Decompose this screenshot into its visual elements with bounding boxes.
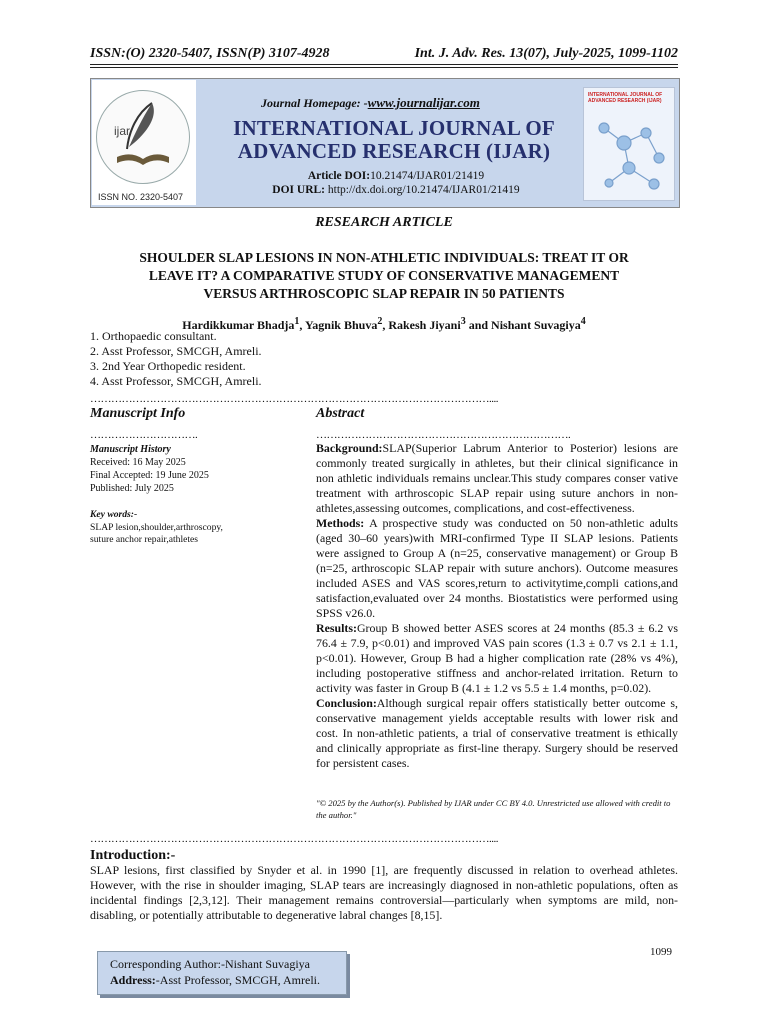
manuscript-info-heading: Manuscript Info: [90, 406, 186, 421]
doi-url-label: DOI URL:: [272, 184, 326, 196]
abstract-methods: [316, 516, 678, 621]
introduction-heading: Introduction:-: [90, 848, 176, 863]
journal-logo: [92, 80, 196, 205]
logo-emblem: [96, 90, 190, 184]
author-sup: 2: [377, 316, 383, 327]
article-type: RESEARCH ARTICLE: [315, 215, 453, 230]
logo-issn: ISSN NO. 2320-5407: [98, 192, 184, 202]
affiliation-item: 4. Asst Professor, SMCGH, Amreli.: [90, 374, 262, 388]
abstract-results: [316, 621, 678, 696]
abstract-heading: Abstract: [316, 406, 365, 421]
paper-title-line3: VERSUS ARTHROSCOPIC SLAP REPAIR IN 50 PATIENTS: [203, 286, 565, 301]
background-text: SLAP(Superior Labrum Anterior to Posterior) lesions are commonly treated surgically in athletes, but their clinical significance in non athletic individuals remains unclear.This study compares conser vative treatment with arthroscopic SLAP repair using suture anchors in non-athletes,assessing outcomes, complications, and cost-effectiveness.: [316, 441, 678, 515]
doi-block: [241, 169, 551, 197]
conclusion-label: Conclusion:: [316, 696, 377, 710]
section-divider-bottom: ……………………………………………………………………………………………………....: [90, 834, 498, 844]
accepted-date: Final Accepted: 19 June 2025: [90, 470, 209, 481]
journal-banner: [90, 78, 680, 208]
author-name: Nishant Suvagiya: [491, 318, 581, 332]
keywords-heading: Key words:-: [90, 509, 138, 520]
homepage-label: Journal Homepage: -: [261, 96, 368, 110]
journal-title: [219, 117, 569, 163]
logo-text: ijar: [114, 124, 131, 138]
corresponding-author: Corresponding Author:-Nishant Suvagiya: [110, 957, 310, 971]
results-label: Results:: [316, 621, 357, 635]
conclusion-text: Although surgical repair offers statistically better outcome s, conservative management yields acceptable results with lower risk and cost. In non-athletic patients, a trial of conservative treatment is ethically and clinically appropriate as first-line therapy. Surgery should be reserved for persistent cases.: [316, 696, 678, 770]
keywords: [90, 509, 300, 547]
paper-title-line1: SHOULDER SLAP LESIONS IN NON-ATHLETIC INDIVIDUALS: TREAT IT OR: [139, 250, 629, 265]
affiliations: [90, 329, 262, 389]
introduction-body: [90, 863, 678, 923]
journal-title-line2: ADVANCED RESEARCH (IJAR): [237, 139, 551, 163]
paper-title: [100, 249, 668, 303]
keywords-line: SLAP lesion,shoulder,arthroscopy,: [90, 521, 223, 533]
keywords-line: suture anchor repair,athletes: [90, 534, 199, 545]
address-label: Address:: [110, 973, 156, 987]
journal-cover-image: [583, 87, 675, 201]
doi-value: 10.21474/IJAR01/21419: [370, 170, 485, 182]
author-sup: 4: [580, 316, 586, 327]
published-date: Published: July 2025: [90, 483, 174, 494]
copyright-notice: "© 2025 by the Author(s). Published by IJAR under CC BY 4.0. Unrestricted use allowed with credit to the author.": [316, 798, 671, 820]
header-issn: ISSN:(O) 2320-5407, ISSN(P) 3107-4928: [90, 46, 330, 61]
author-sup: 1: [294, 316, 300, 327]
header-rule: [90, 64, 678, 65]
journal-title-line1: INTERNATIONAL JOURNAL OF: [233, 116, 555, 140]
cover-title: INTERNATIONAL JOURNAL OF ADVANCED RESEARCH (IJAR): [588, 92, 663, 104]
manuscript-divider: ………………………….: [90, 430, 198, 440]
affiliation-item: 3. 2nd Year Orthopedic resident.: [90, 359, 246, 373]
abstract-background: [316, 441, 678, 516]
author-name: Rakesh Jiyani: [388, 318, 461, 332]
affiliation-item: 1. Orthopaedic consultant.: [90, 329, 217, 343]
affiliation-item: 2. Asst Professor, SMCGH, Amreli.: [90, 344, 262, 358]
received-date: Received: 16 May 2025: [90, 457, 186, 468]
header-rule-thin: [90, 67, 678, 68]
author-sup: 3: [460, 316, 466, 327]
journal-homepage: [261, 95, 480, 111]
doi-label: Article DOI:: [307, 170, 371, 182]
running-header: [90, 46, 678, 62]
header-citation: Int. J. Adv. Res. 13(07), July-2025, 1099-1102: [414, 46, 678, 61]
corresponding-address: [110, 972, 346, 988]
abstract-conclusion: [316, 696, 678, 771]
section-divider: ……………………………………………………………………………………………………....: [90, 394, 498, 404]
author-name: Hardikkumar Bhadja: [182, 318, 295, 332]
author-name: Yagnik Bhuva: [304, 318, 378, 332]
address-text: -Asst Professor, SMCGH, Amreli.: [155, 973, 320, 987]
molecule-icon: [584, 88, 674, 200]
page-number: 1099: [650, 946, 672, 958]
paper-title-line2: LEAVE IT? A COMPARATIVE STUDY OF CONSERVATIVE MANAGEMENT: [148, 268, 620, 283]
introduction-paragraph: SLAP lesions, first classified by Snyder et al. in 1990 [1], are frequently discussed in relation to overhead athletes. However, with the rise in shoulder imaging, SLAP tears are increasingly diagnosed in non-athletic populations, often as incidental findings [2,3,12]. Their management remains controversial—particularly when symptoms are mild, non-disabling, or potentially attributable to degenerative labral changes [8,15].: [90, 863, 678, 922]
methods-text: A prospective study was conducted on 50 non-athletic adults (aged 30–60 years)with MRI-confirmed Type II SLAP lesions. Patients were assigned to Group A (n=25, conservative management) or Group B (n=25, arthroscopic SLAP repair with suture anchors). Outcome measures included ASES and VAS scores,return to activitytime,compli cations,and satisfaction,evaluated over 24 months. Biostatistics were performed using SPSS v26.0.: [316, 516, 678, 620]
background-label: Background:: [316, 441, 383, 455]
manuscript-history: [90, 443, 300, 495]
quill-book-icon: [97, 91, 189, 183]
abstract-body: [316, 441, 678, 771]
homepage-link[interactable]: www.journalijar.com: [367, 95, 480, 110]
corresponding-author-box: [97, 951, 347, 995]
methods-label: Methods:: [316, 516, 365, 530]
history-heading: Manuscript History: [90, 444, 171, 455]
abstract-divider: ……………………………………………………………….: [316, 430, 571, 440]
author-list: Hardikkumar Bhadja$^1$, Yagnik Bhuva$^2$, Rakesh Jiyani$^3$ and Nishant Suvagiya$^4$: [182, 316, 586, 332]
results-text: Group B showed better ASES scores at 24 months (85.3 ± 6.2 vs 76.4 ± 7.9, p<0.01) and improved VAS pain scores (1.3 ± 0.7 vs 2.1 ± 1.1, p<0.01). However, Group B had a higher complication rate (28% vs 4%), including postoperative stiffness and anchor-related irritation. Return to activity was faster in Group B (4.1 ± 1.2 vs 5.5 ± 1.4 months, p=0.02).: [316, 621, 678, 695]
doi-url-link[interactable]: http://dx.doi.org/10.21474/IJAR01/21419: [325, 184, 520, 196]
